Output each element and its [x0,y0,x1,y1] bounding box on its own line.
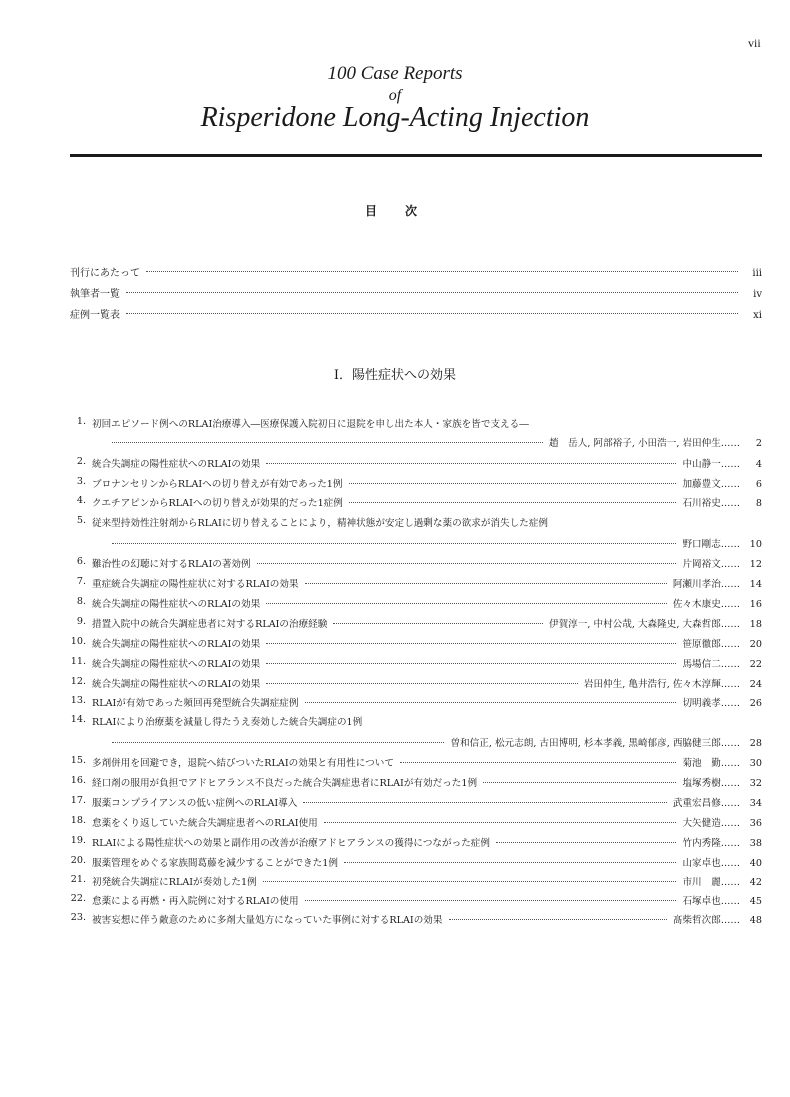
front-matter-page: iv [753,289,762,300]
toc-entry[interactable] [70,695,762,713]
toc-entry[interactable] [70,912,762,930]
entry-number: 2. [76,456,86,467]
leader-dots [266,683,578,684]
entry-authors: 山家卓也…… [682,858,740,869]
toc-entry[interactable] [70,616,762,634]
entry-page: 22 [749,659,762,670]
entry-number: 5. [76,515,86,526]
entry-title: 統合失調症の陽性症状へのRLAIの効果 [92,659,261,670]
entry-number: 23. [70,912,86,923]
toc-entry[interactable] [70,596,762,614]
leader-dots [400,762,676,763]
leader-dots [112,442,543,443]
entry-page: 42 [749,877,762,888]
book-title-line3: Risperidone Long-Acting Injection [200,102,590,133]
toc-entry-continuation [70,435,762,453]
entry-page: 32 [749,778,762,789]
entry-page: 4 [755,459,762,470]
leader-dots [344,862,676,863]
leader-dots [305,702,677,703]
entry-title: RLAIにより治療薬を減量し得たうえ奏効した統合失調症の1例 [92,717,363,728]
toc-entry[interactable] [70,775,762,793]
entry-title: 統合失調症の陽性症状へのRLAIの効果 [92,459,261,470]
entry-title: 統合失調症の陽性症状へのRLAIの効果 [92,639,261,650]
leader-dots [333,623,543,624]
entry-authors: 市川 麗…… [682,877,740,888]
entry-title: RLAIが有効であった頻回再発型統合失調症症例 [92,698,299,709]
entry-authors: 中山静一…… [682,459,740,470]
leader-dots [303,802,666,803]
entry-page: 45 [749,896,762,907]
entry-page: 26 [749,698,762,709]
toc-entry[interactable] [70,476,762,494]
entry-authors: 切明義孝…… [682,698,740,709]
entry-number: 14. [70,714,86,725]
entry-title: 従来型持効性注射剤からRLAIに切り替えることにより，精神状態が安定し過剰な薬の欲求が消失した症例 [92,518,549,529]
leader-dots [263,881,677,882]
front-matter-label: 症例一覧表 [70,310,120,321]
entry-number: 11. [70,656,86,667]
entry-page: 16 [749,599,762,610]
toc-entry[interactable] [70,515,762,533]
entry-title: 重症統合失調症の陽性症状に対するRLAIの効果 [92,579,299,590]
toc-entry[interactable] [70,714,762,732]
toc-entry[interactable] [70,815,762,833]
entry-number: 12. [70,676,86,687]
entry-title: 被害妄想に伴う敵意のために多剤大量処方になっていた事例に対するRLAIの効果 [92,915,443,926]
entry-authors: 菊池 勤…… [682,758,740,769]
entry-title: 初発統合失調症にRLAIが奏効した1例 [92,877,257,888]
entry-authors: 阿瀬川孝治…… [672,579,740,590]
leader-dots [126,313,738,314]
entry-title: 服薬コンプライアンスの低い症例へのRLAI導入 [92,798,298,809]
page-number: vii [748,36,761,50]
entry-authors: 野口剛志…… [682,539,740,550]
entry-title: 措置入院中の統合失調症患者に対するRLAIの治療経験 [92,619,328,630]
leader-dots [349,483,677,484]
toc-entry[interactable] [70,893,762,911]
leader-dots [112,742,444,743]
book-title-line2: of [388,87,402,104]
entry-page: 6 [755,479,762,490]
toc-entry[interactable] [70,636,762,654]
front-matter-item[interactable] [70,306,762,324]
entry-authors: 大矢健造…… [682,818,740,829]
entry-title: RLAIによる陽性症状への効果と副作用の改善が治療アドヒアランスの獲得につながった症例 [92,838,490,849]
entry-authors: 石塚卓也…… [682,896,740,907]
entry-page: 18 [749,619,762,630]
toc-entry[interactable] [70,416,762,434]
entry-number: 18. [70,815,86,826]
entry-number: 4. [76,495,86,506]
section-title: I．陽性症状への効果 [333,368,457,383]
toc-entry-continuation [70,735,762,753]
leader-dots [349,502,677,503]
entry-page: 14 [749,579,762,590]
entry-authors: 佐々木康史…… [672,599,740,610]
entry-number: 15. [70,755,86,766]
front-matter-item[interactable] [70,285,762,303]
toc-entry-continuation [70,536,762,554]
entry-title: 怠薬をくり返していた統合失調症患者へのRLAI使用 [92,818,318,829]
entry-number: 16. [70,775,86,786]
entry-number: 10. [70,636,86,647]
leader-dots [305,900,677,901]
entry-number: 20. [70,855,86,866]
leader-dots [305,583,667,584]
entry-number: 3. [76,476,86,487]
entry-number: 7. [76,576,86,587]
front-matter-item[interactable] [70,264,762,282]
entry-authors: 塩塚秀樹…… [682,778,740,789]
entry-authors: 髙柴哲次郎…… [672,915,740,926]
entry-page: 30 [749,758,762,769]
toc-entry[interactable] [70,676,762,694]
leader-dots [496,842,676,843]
toc-entry[interactable] [70,855,762,873]
entry-page: 2 [755,438,762,449]
entry-page: 8 [755,498,762,509]
entry-page: 36 [749,818,762,829]
entry-number: 9. [76,616,86,627]
leader-dots [483,782,676,783]
entry-page: 10 [749,539,762,550]
entry-title: 服薬管理をめぐる家族間葛藤を減少することができた1例 [92,858,338,869]
entry-number: 21. [70,874,86,885]
leader-dots [266,663,676,664]
toc-heading: 目 次 [364,204,425,218]
entry-authors: 趙 岳人, 阿部裕子, 小田浩一, 岩田仲生…… [549,438,740,449]
entry-page: 34 [749,798,762,809]
toc-entry[interactable] [70,656,762,674]
toc-entry[interactable] [70,576,762,594]
leader-dots [449,919,667,920]
entry-authors: 竹内秀隆…… [682,838,740,849]
entry-page: 40 [749,858,762,869]
entry-authors: 笹原徹郎…… [682,639,740,650]
entry-page: 20 [749,639,762,650]
entry-authors: 片岡裕文…… [682,559,740,570]
entry-page: 38 [749,838,762,849]
entry-title: ブロナンセリンからRLAIへの切り替えが有効であった1例 [92,479,343,490]
entry-number: 8. [76,596,86,607]
entry-title: 統合失調症の陽性症状へのRLAIの効果 [92,679,261,690]
front-matter-page: iii [752,268,762,279]
leader-dots [257,563,677,564]
entry-title: 経口剤の服用が負担でアドヒアランス不良だった統合失調症患者にRLAIが有効だった1例 [92,778,478,789]
leader-dots [266,463,676,464]
leader-dots [324,822,677,823]
entry-title: 初回エピソード例へのRLAI治療導入―医療保護入院初日に退院を申し出た本人・家族を皆で支える― [92,419,529,430]
entry-page: 12 [749,559,762,570]
entry-number: 1. [76,416,86,427]
entry-number: 22. [70,893,86,904]
front-matter-page: xi [753,310,762,321]
toc-entry[interactable] [70,755,762,773]
entry-number: 17. [70,795,86,806]
entry-number: 13. [70,695,86,706]
entry-authors: 曽和信正, 松元志朗, 古田博明, 杉本孝義, 黒崎郁彦, 西脇健三郎…… [450,738,740,749]
leader-dots [126,292,738,293]
leader-dots [146,271,738,272]
leader-dots [112,543,676,544]
toc-entry[interactable] [70,556,762,574]
leader-dots [266,603,667,604]
entry-title: 怠薬による再燃・再入院例に対するRLAIの使用 [92,896,299,907]
title-divider [70,154,762,157]
entry-page: 48 [749,915,762,926]
entry-authors: 伊賀淳一, 中村公哉, 大森隆史, 大森哲郎…… [549,619,740,630]
entry-title: 難治性の幻聴に対するRLAIの著効例 [92,559,251,570]
entry-number: 6. [76,556,86,567]
leader-dots [266,643,676,644]
toc-entry[interactable] [70,835,762,853]
toc-entry[interactable] [70,795,762,813]
entry-title: 多剤併用を回避でき，退院へ結びついたRLAIの効果と有用性について [92,758,394,769]
front-matter-label: 執筆者一覧 [70,289,120,300]
entry-page: 28 [749,738,762,749]
toc-entry[interactable] [70,495,762,513]
entry-authors: 岩田仲生, 亀井浩行, 佐々木淳輝…… [583,679,740,690]
toc-entry[interactable] [70,874,762,892]
toc-entry[interactable] [70,456,762,474]
front-matter-label: 刊行にあたって [70,268,140,279]
entry-authors: 馬場信二…… [682,659,740,670]
book-title-line1: 100 Case Reports [327,63,463,84]
entry-title: クエチアピンからRLAIへの切り替えが効果的だった1症例 [92,498,343,509]
entry-number: 19. [70,835,86,846]
entry-page: 24 [749,679,762,690]
entry-authors: 武重宏昌修…… [672,798,740,809]
entry-authors: 石川裕史…… [682,498,740,509]
entry-authors: 加藤豊文…… [682,479,740,490]
entry-title: 統合失調症の陽性症状へのRLAIの効果 [92,599,261,610]
